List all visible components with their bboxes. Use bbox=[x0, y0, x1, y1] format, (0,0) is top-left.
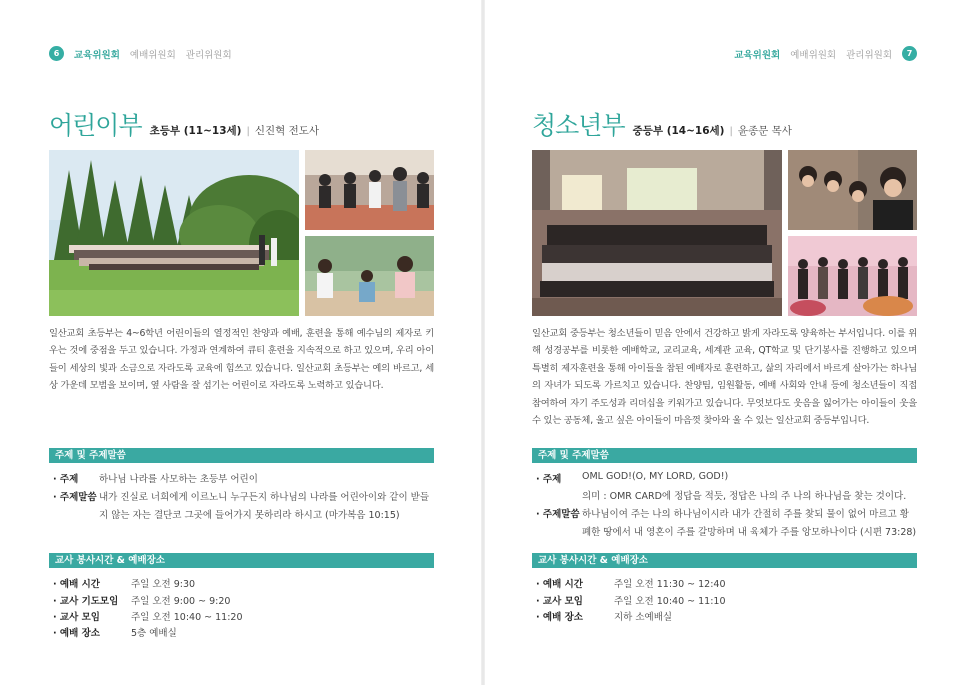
section-title: 청소년부 bbox=[532, 111, 625, 140]
schedule-row bbox=[53, 609, 243, 623]
schedule-row bbox=[53, 593, 230, 607]
department-description: 일산교회 중등부는 청소년들이 믿음 안에서 건강하고 밝게 자라도록 양육하는 부서입니다. 이를 위해 성경공부를 비롯한 예배학교, 교리교육, 세계관 교육, QT학교 및 단기봉사를 진행하고 있으며 특별히 제자훈련을 통해 아이들을 참된 예배자로 훈련하고, 삶의 자리에서 바르게 살아가는 하나님의 자녀가 되도록 가르치고 있습니다. 찬양팀, 임원활동, 예배 사회와 안내 등에 청소년들이 직접 참여하여 자기 주도성과 리더십을 키워가고 있습니다. 무엇보다도 웃음을 잃어가는 아이들이 웃을 수 있는 공동체, 울고 싶은 아이들이 마음껏 찾아와 울 수 있는 일산교회 중등부입니다. bbox=[532, 328, 917, 427]
theme-text: 하나님 나라를 사모하는 초등부 어린이 bbox=[99, 474, 258, 485]
schedule-row bbox=[53, 576, 195, 590]
schedule-value: 5층 예배실 bbox=[131, 628, 177, 639]
schedule-row bbox=[53, 625, 177, 639]
photo-group-celebration bbox=[788, 236, 917, 316]
page-number: 7 bbox=[902, 46, 917, 61]
photo-group-selfie bbox=[788, 150, 917, 230]
schedule-section-header: 교사 봉사시간 & 예배장소 bbox=[49, 553, 434, 568]
schedule-label: · 교사 기도모임 bbox=[53, 596, 119, 607]
theme-label: · 주제 bbox=[53, 474, 79, 485]
verse-text: 하나님이여 주는 나의 하나님이시라 내가 간절히 주를 찾되 물이 없어 마르고 황폐한 땅에서 내 영혼이 주를 갈망하며 내 육체가 주를 앙모하나이다 (시편 73:28) bbox=[582, 509, 917, 538]
verse-label: · 주제말씀 bbox=[53, 492, 97, 503]
nav-worship-committee[interactable]: 예배위원회 bbox=[129, 49, 176, 61]
page-number: 6 bbox=[49, 46, 64, 61]
theme-text: OML GOD!(O, MY LORD, GOD!) bbox=[582, 471, 729, 482]
schedule-value: 주일 오전 9:00 ~ 9:20 bbox=[131, 596, 231, 607]
nav-management-committee[interactable]: 관리위원회 bbox=[846, 49, 892, 61]
verse-label: · 주제말씀 bbox=[536, 509, 580, 520]
schedule-label: · 교사 모임 bbox=[53, 612, 100, 623]
schedule-label: · 교사 모임 bbox=[536, 596, 583, 607]
section-heading bbox=[532, 106, 792, 142]
schedule-row bbox=[536, 593, 726, 607]
department-description: 일산교회 초등부는 4~6학년 어린이들의 열정적인 찬양과 예배, 훈련을 통해 예수님의 제자로 키우는 것에 중점을 두고 있습니다. 가정과 연계하여 큐티 훈련을 지속적으로 하고 있으며, 우리 아이들이 세상의 빛과 소금으로 자라도록 교육에 힘쓰고 있습니다. 일산교회 초등부는 예의 바르고, 세상 가운데 모범을 보이며, 옆 사람을 잘 섬기는 어린이로 자라도록 노력하고 있습니다. bbox=[49, 328, 434, 392]
group-photo-outdoor bbox=[49, 150, 299, 316]
schedule-label: · 예배 장소 bbox=[53, 628, 100, 639]
verse-text: 내가 진실로 너희에게 이르노니 누구든지 하나님의 나라를 어린아이와 같이 받들지 않는 자는 결단코 그곳에 들어가지 못하리라 하시고 (마가복음 10:15) bbox=[99, 492, 430, 521]
theme-label: · 주제 bbox=[536, 474, 562, 485]
department-name: 중등부 (14~16세) bbox=[632, 125, 725, 137]
schedule-value: 주일 오전 10:40 ~ 11:20 bbox=[131, 612, 243, 623]
top-navigation bbox=[49, 46, 232, 61]
schedule-value: 지하 소예배실 bbox=[614, 612, 673, 623]
separator: | bbox=[246, 126, 250, 137]
theme-row bbox=[53, 471, 258, 485]
group-photo-indoor bbox=[532, 150, 782, 316]
verse-row bbox=[536, 506, 917, 542]
schedule-value: 주일 오전 10:40 ~ 11:10 bbox=[614, 596, 726, 607]
schedule-row bbox=[536, 609, 672, 623]
theme-row bbox=[536, 471, 728, 485]
section-heading bbox=[49, 106, 319, 142]
department-name: 초등부 (11~13세) bbox=[149, 125, 242, 137]
theme-section-header: 주제 및 주제말씀 bbox=[49, 448, 434, 463]
photo-children-sitting bbox=[305, 236, 434, 316]
schedule-section-header: 교사 봉사시간 & 예배장소 bbox=[532, 553, 917, 568]
nav-management-committee[interactable]: 관리위원회 bbox=[185, 49, 232, 61]
schedule-label: · 예배 시간 bbox=[536, 579, 583, 590]
nav-worship-committee[interactable]: 예배위원회 bbox=[790, 49, 837, 61]
right-page bbox=[483, 0, 966, 685]
top-navigation bbox=[734, 46, 917, 61]
nav-education-committee[interactable]: 교육위원회 bbox=[74, 49, 120, 61]
theme-meaning-row bbox=[582, 488, 906, 502]
schedule-row bbox=[536, 576, 726, 590]
schedule-value: 주일 오전 9:30 bbox=[131, 579, 196, 590]
photo-indoor-activity bbox=[305, 150, 434, 230]
pastor-name: 윤종문 목사 bbox=[737, 125, 792, 137]
nav-education-committee[interactable]: 교육위원회 bbox=[734, 49, 781, 61]
schedule-label: · 예배 시간 bbox=[53, 579, 100, 590]
schedule-value: 주일 오전 11:30 ~ 12:40 bbox=[614, 579, 726, 590]
theme-section-header: 주제 및 주제말씀 bbox=[532, 448, 917, 463]
separator: | bbox=[729, 126, 733, 137]
verse-row bbox=[53, 489, 434, 525]
section-title: 어린이부 bbox=[49, 111, 142, 140]
schedule-label: · 예배 장소 bbox=[536, 612, 583, 623]
theme-meaning: 의미 : OMR CARD에 정답을 적듯, 정답은 나의 주 나의 하나님을 찾는 것이다. bbox=[582, 491, 907, 502]
pastor-name: 신진혁 전도사 bbox=[254, 125, 320, 137]
